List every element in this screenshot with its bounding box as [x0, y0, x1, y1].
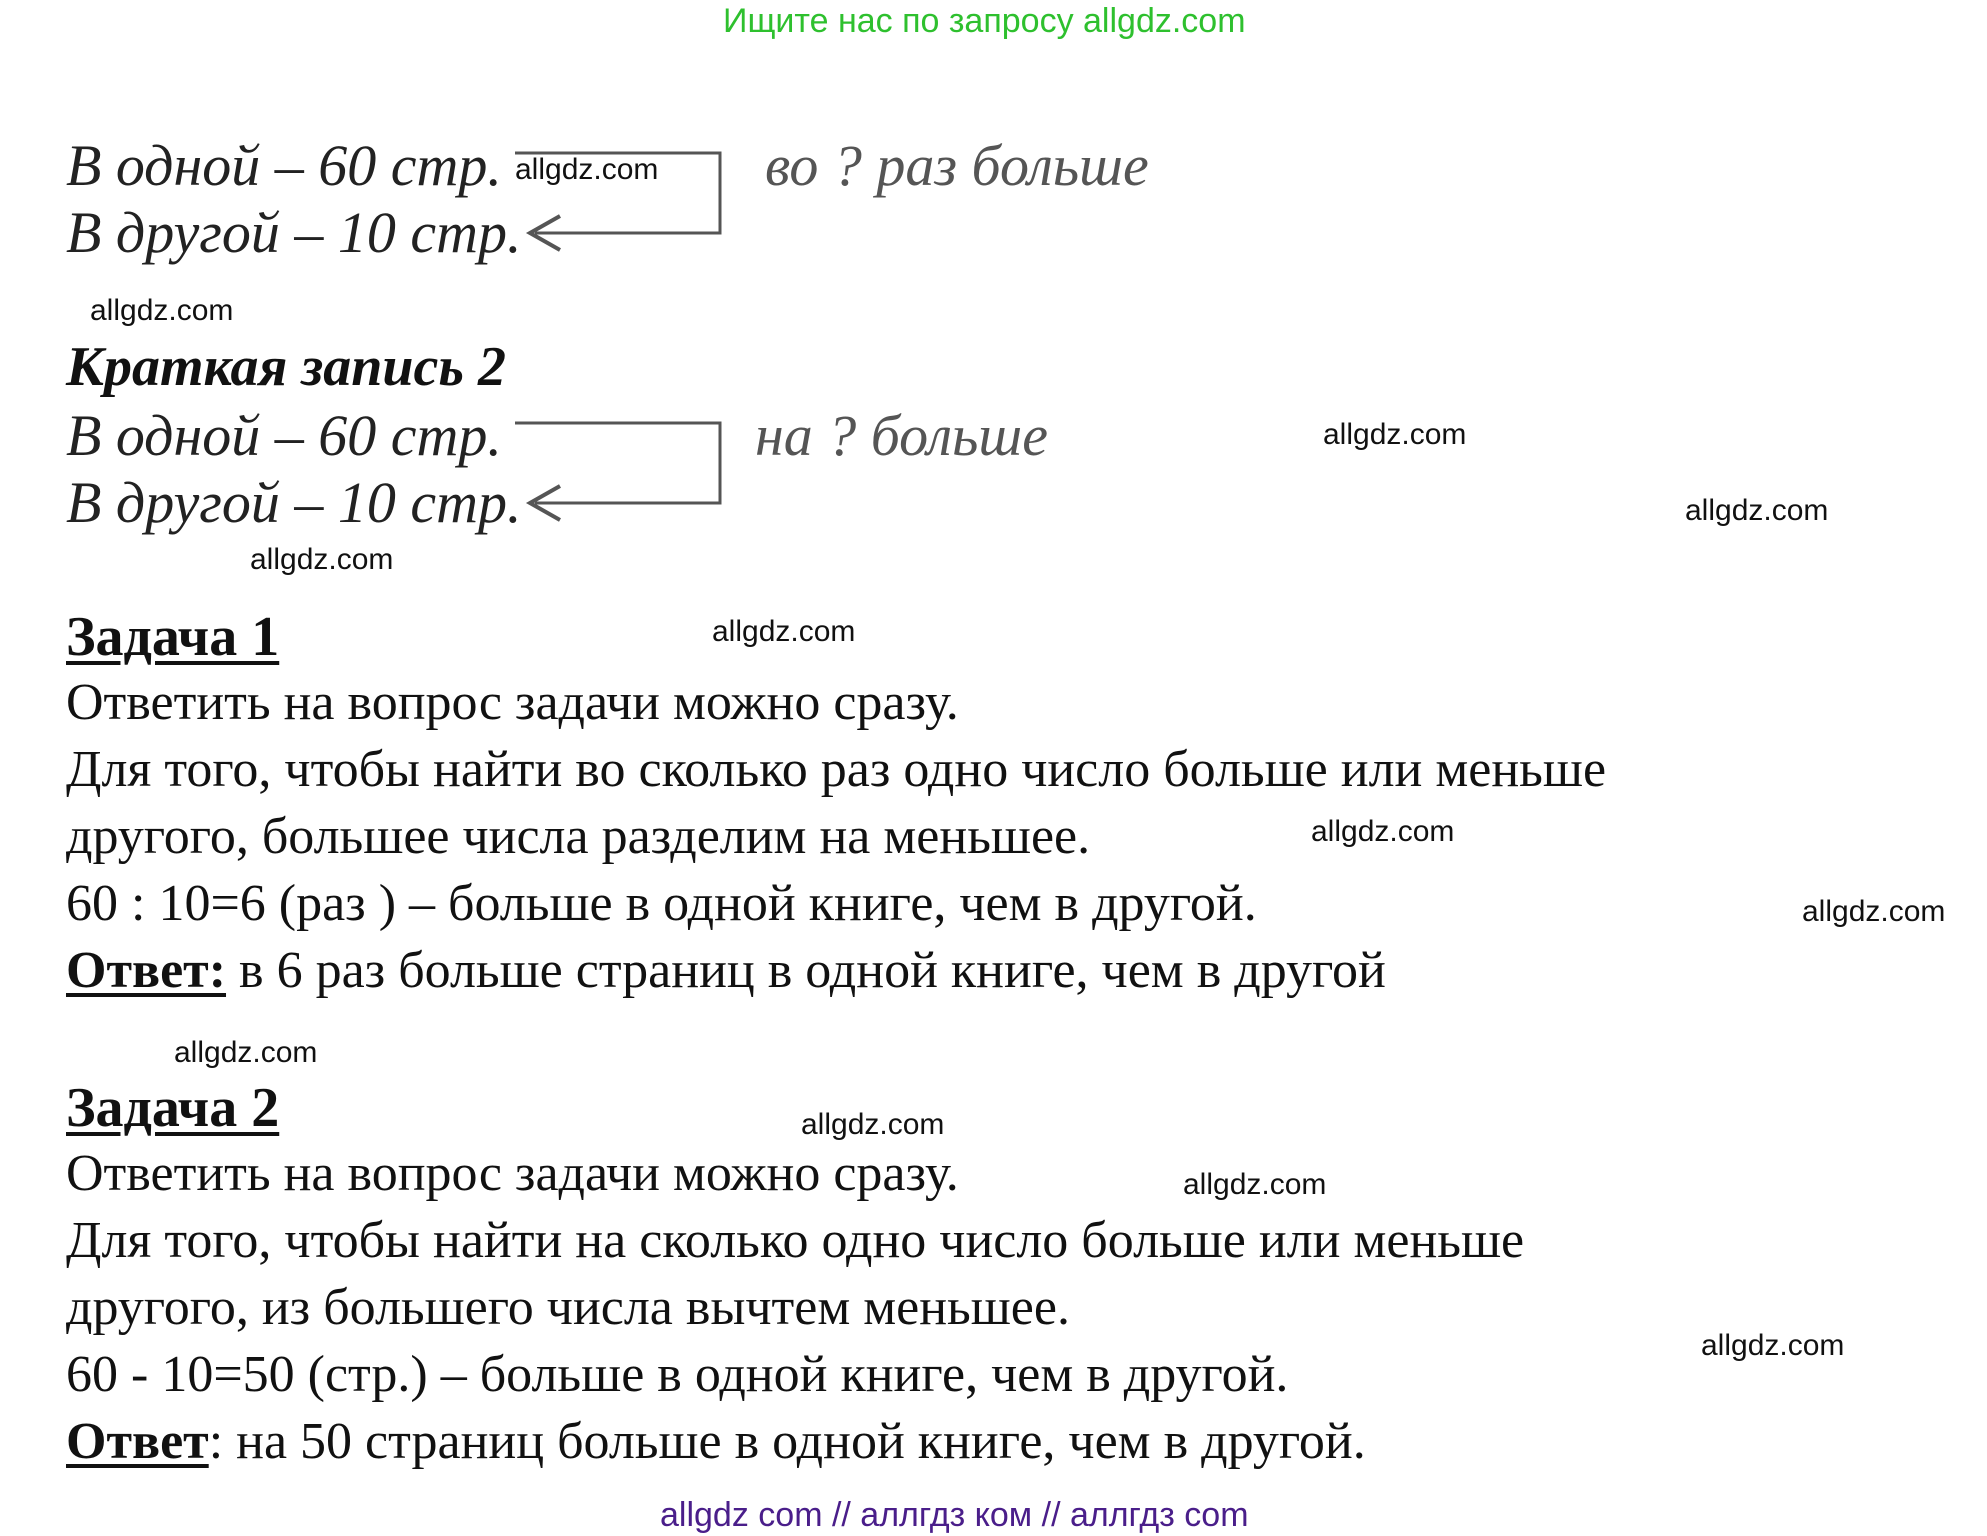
- watermark: allgdz.com: [1183, 1168, 1327, 1201]
- task2-line3: другого, из большего числа вычтем меньшее.: [66, 1279, 1070, 1336]
- task2-line2: Для того, чтобы найти на сколько одно число больше или меньше: [66, 1212, 1525, 1269]
- watermark: allgdz.com: [174, 1036, 318, 1069]
- task1-answer-label: Ответ:: [66, 942, 227, 999]
- diagram2-question: на ? больше: [755, 403, 1048, 468]
- task1-title: Задача 1: [66, 606, 280, 668]
- watermark: allgdz.com: [1802, 895, 1946, 928]
- watermark: allgdz.com: [1701, 1329, 1845, 1362]
- task1-line3: другого, большее числа разделим на меньшее.: [66, 808, 1091, 865]
- footer: allgdz com // аллгдз ком // аллгдз com: [660, 1496, 1249, 1534]
- watermark: allgdz.com: [712, 615, 856, 648]
- task2-line4: 60 - 10=50 (стр.) – больше в одной книге, чем в другой.: [66, 1346, 1289, 1403]
- watermark: allgdz.com: [90, 294, 234, 327]
- task2-answer-label: Ответ: [66, 1413, 209, 1470]
- watermark: allgdz.com: [1685, 494, 1829, 527]
- diagram2-line1: В одной – 60 стр.: [66, 403, 502, 468]
- task2-answer-text: : на 50 страниц больше в одной книге, чем в другой.: [208, 1413, 1366, 1470]
- task1-answer-text: в 6 раз больше страниц в одной книге, чем в другой: [226, 942, 1386, 999]
- diagram1-question: во ? раз больше: [765, 133, 1149, 198]
- diagram1-line1: В одной – 60 стр.: [66, 133, 502, 198]
- top-banner: Ищите нас по запросу allgdz.com: [723, 2, 1246, 40]
- watermark: allgdz.com: [801, 1108, 945, 1141]
- task1-line2: Для того, чтобы найти во сколько раз одно число больше или меньше: [66, 741, 1607, 798]
- task1-answer: [66, 941, 1386, 1000]
- section2-title: Краткая запись 2: [66, 336, 506, 398]
- task1-line4: 60 : 10=6 (раз ) – больше в одной книге, чем в другой.: [66, 875, 1257, 932]
- task1-line1: Ответить на вопрос задачи можно сразу.: [66, 674, 959, 731]
- task2-answer: [66, 1412, 1366, 1471]
- diagram1-line2: В другой – 10 стр.: [66, 200, 522, 265]
- task2-line1: Ответить на вопрос задачи можно сразу.: [66, 1145, 959, 1202]
- task2-title: Задача 2: [66, 1077, 280, 1139]
- diagram2-line2: В другой – 10 стр.: [66, 470, 522, 535]
- watermark: allgdz.com: [1311, 815, 1455, 848]
- watermark: allgdz.com: [1323, 418, 1467, 451]
- watermark: allgdz.com: [250, 543, 394, 576]
- watermark: allgdz.com: [515, 153, 659, 186]
